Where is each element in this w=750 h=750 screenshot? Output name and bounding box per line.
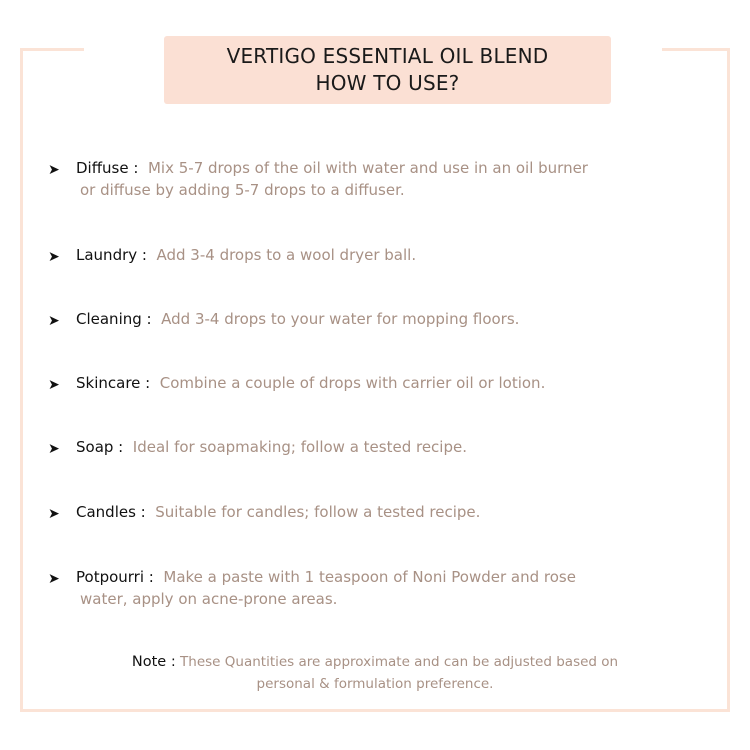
- title-banner: [164, 36, 611, 104]
- right-arrowhead-icon: ➤: [48, 441, 60, 457]
- usage-description: Combine a couple of drops with carrier oil or lotion.: [159, 374, 546, 392]
- right-arrowhead-icon: ➤: [48, 313, 60, 329]
- frame-bottom-border: [20, 709, 730, 712]
- usage-label: Diffuse :: [76, 159, 139, 177]
- usage-label: Soap :: [76, 438, 124, 456]
- note-text-line-2: personal & formulation preference.: [256, 676, 494, 692]
- usage-label: Candles :: [76, 503, 146, 521]
- usage-item-potpourri: [48, 566, 688, 610]
- usage-label: Cleaning :: [76, 310, 152, 328]
- usage-item-cleaning: [48, 308, 688, 330]
- right-arrowhead-icon: ➤: [48, 377, 60, 393]
- note-label: Note :: [131, 654, 176, 670]
- frame-left-border: [20, 48, 23, 712]
- title-line-2: HOW TO USE?: [315, 71, 460, 95]
- usage-description: Make a paste with 1 teaspoon of Noni Powder and rose: [163, 568, 576, 586]
- right-arrowhead-icon: ➤: [48, 506, 60, 522]
- title-line-1: VERTIGO ESSENTIAL OIL BLEND: [226, 44, 549, 68]
- usage-item-laundry: [48, 244, 688, 266]
- usage-item-skincare: [48, 372, 688, 394]
- frame-right-border: [727, 48, 730, 712]
- frame-top-left-border: [20, 48, 84, 51]
- usage-item-soap: [48, 436, 688, 458]
- usage-description: Add 3-4 drops to your water for mopping floors.: [161, 310, 520, 328]
- usage-description: Ideal for soapmaking; follow a tested recipe.: [132, 438, 467, 456]
- usage-description: Mix 5-7 drops of the oil with water and use in an oil burner: [147, 159, 588, 177]
- note-text-line-1: These Quantities are approximate and can be adjusted based on: [180, 654, 619, 670]
- usage-label: Potpourri :: [76, 568, 154, 586]
- usage-description-continued: or diffuse by adding 5-7 drops to a diffuser.: [80, 181, 405, 199]
- usage-label: Skincare :: [76, 374, 151, 392]
- right-arrowhead-icon: ➤: [48, 571, 60, 587]
- usage-label: Laundry :: [76, 246, 147, 264]
- usage-description: Add 3-4 drops to a wool dryer ball.: [156, 246, 417, 264]
- frame-top-right-border: [662, 48, 730, 51]
- usage-description: Suitable for candles; follow a tested recipe.: [155, 503, 481, 521]
- right-arrowhead-icon: ➤: [48, 249, 60, 265]
- usage-item-diffuse: [48, 157, 688, 201]
- usage-description-continued: water, apply on acne-prone areas.: [80, 590, 338, 608]
- note-section: [80, 651, 670, 695]
- usage-item-candles: [48, 501, 688, 523]
- right-arrowhead-icon: ➤: [48, 162, 60, 178]
